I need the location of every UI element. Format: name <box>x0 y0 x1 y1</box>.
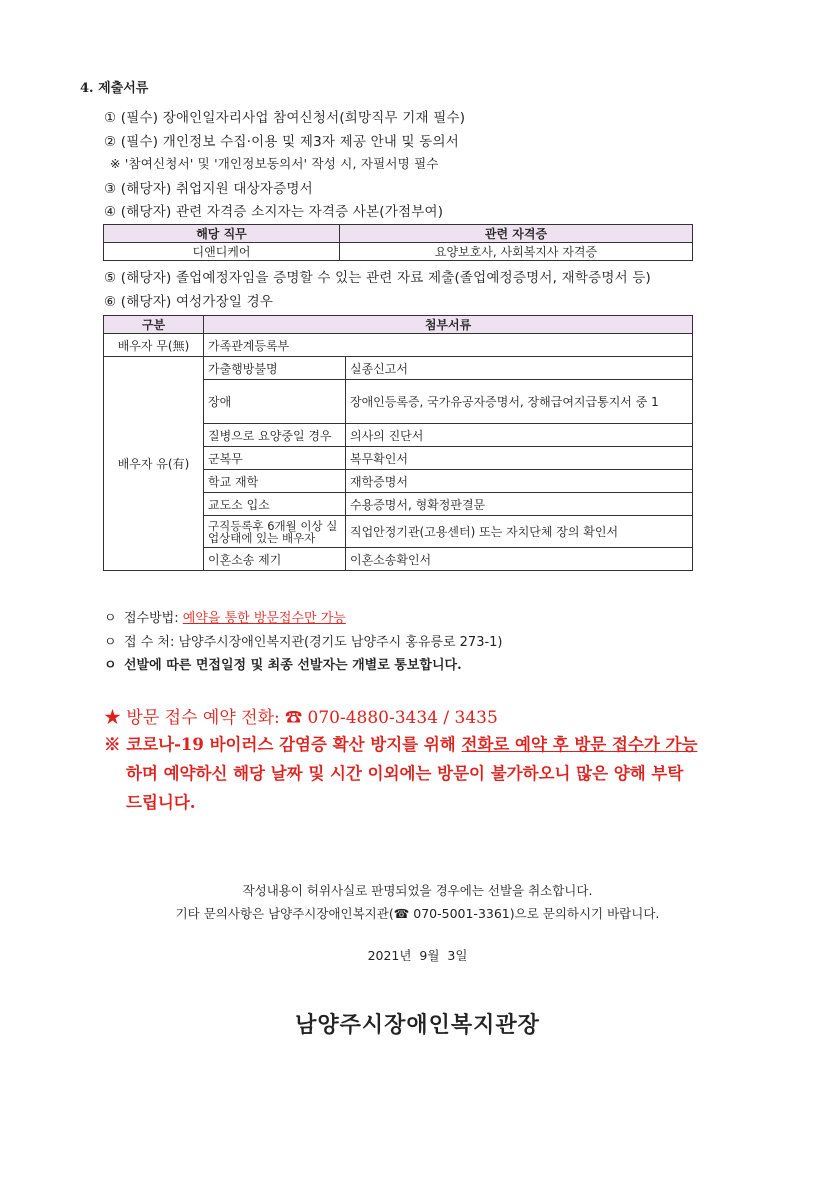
female-head-table <box>103 315 693 571</box>
table-cell: 질병으로 요양중일 경우 <box>204 424 346 447</box>
receipt-place-label: 접 수 처: <box>124 635 175 650</box>
table-row <box>104 357 693 380</box>
table-cell: 수용증명서, 형확정판결문 <box>346 493 693 516</box>
covid-text-1: 코로나-19 바이러스 감염증 확산 방지를 위해 <box>126 735 462 754</box>
section-title: 4. 제출서류 <box>80 81 149 96</box>
bullet-icon: ㅇ <box>104 635 117 650</box>
table-cell: 장애 <box>204 380 346 424</box>
covid-line-3: 드립니다. <box>126 793 196 812</box>
table-header: 해당 직무 <box>104 225 340 243</box>
reservation-phone <box>104 703 498 728</box>
table-cell: 재학증명서 <box>346 470 693 493</box>
table-header: 관련 자격증 <box>340 225 693 243</box>
doc-item-3: ③ (해당자) 취업지원 대상자증명서 <box>104 181 313 197</box>
table-cell: 의사의 진단서 <box>346 424 693 447</box>
footer-line-1: 작성내용이 허위사실로 판명되었을 경우에는 선발을 취소합니다. <box>242 883 593 898</box>
footer-line-2: 기타 문의사항은 남양주시장애인복지관(☎ 070-5001-3361)으로 문의하시기 바랍니다. <box>175 906 660 921</box>
certificate-table <box>103 224 693 261</box>
table-cell: 실종신고서 <box>346 357 693 380</box>
star-icon: ★ <box>104 708 121 728</box>
doc-item-4: ④ (해당자) 관련 자격증 소지자는 자격증 사본(가점부여) <box>104 204 444 220</box>
bullet-icon: ㅇ <box>104 611 117 626</box>
table-row <box>104 243 693 261</box>
table-cell: 학교 재학 <box>204 470 346 493</box>
table-cell: 복무확인서 <box>346 447 693 470</box>
receipt-place <box>104 631 503 650</box>
doc-item-6: ⑥ (해당자) 여성가장일 경우 <box>104 294 274 310</box>
reference-mark: ※ <box>104 735 121 754</box>
receipt-method-label: 접수방법: <box>124 611 179 626</box>
table-cell: 이혼소송 제기 <box>204 548 346 571</box>
table-cell: 이혼소송확인서 <box>346 548 693 571</box>
signature-note: ※ '참여신청서' 및 '개인정보동의서' 작성 시, 자필서명 필수 <box>110 156 439 171</box>
bullet-icon: ㅇ <box>104 658 117 673</box>
table-cell: 요양보호사, 사회복지사 자격증 <box>340 243 693 261</box>
doc-item-2: ② (필수) 개인정보 수집·이용 및 제3자 제공 안내 및 동의서 <box>104 134 459 150</box>
doc-item-1: ① (필수) 장애인일자리사업 참여신청서(희망직무 기재 필수) <box>104 110 466 126</box>
doc-item-5: ⑤ (해당자) 졸업예정자임을 증명할 수 있는 관련 자료 제출(졸업예정증명서, 재학증명서 등) <box>104 270 652 286</box>
table-header: 구분 <box>104 316 204 334</box>
phone-value: ☎ 070-4880-3434 / 3435 <box>285 708 498 728</box>
signature: 남양주시장애인복지관장 <box>295 1012 540 1038</box>
table-cell: 배우자 유(有) <box>104 357 204 571</box>
table-cell: 교도소 입소 <box>204 493 346 516</box>
table-cell: 군복무 <box>204 447 346 470</box>
table-header: 첨부서류 <box>204 316 693 334</box>
table-cell: 배우자 무(無) <box>104 334 204 357</box>
receipt-notice-text: 선발에 따른 면접일정 및 최종 선발자는 개별로 통보합니다. <box>124 658 462 673</box>
covid-notice <box>104 730 697 817</box>
phone-label: 방문 접수 예약 전화: <box>126 708 280 728</box>
table-cell: 디앤디케어 <box>104 243 340 261</box>
table-cell: 구직등록후 6개월 이상 실업상태에 있는 배우자 <box>204 516 346 548</box>
document-date: 2021년 9월 3일 <box>367 948 468 963</box>
covid-line-1 <box>104 730 697 759</box>
table-cell: 가출행방불명 <box>204 357 346 380</box>
receipt-notice <box>104 654 462 673</box>
table-cell: 가족관계등록부 <box>204 334 693 357</box>
covid-line-2: 하며 예약하신 해당 날짜 및 시간 이외에는 방문이 불가하오니 많은 양해 부탁 <box>126 764 684 783</box>
receipt-place-value: 남양주시장애인복지관(경기도 남양주시 홍유릉로 273-1) <box>178 635 503 650</box>
receipt-method <box>104 607 346 626</box>
table-cell: 직업안정기관(고용센터) 또는 자치단체 장의 확인서 <box>346 516 693 548</box>
table-cell: 장애인등록증, 국가유공자증명서, 장해급여지급통지서 중 1 <box>346 380 693 424</box>
table-row <box>104 334 693 357</box>
receipt-method-value: 예약을 통한 방문접수만 가능 <box>182 611 346 626</box>
covid-text-highlight: 전화로 예약 후 방문 접수가 가능 <box>461 735 698 754</box>
